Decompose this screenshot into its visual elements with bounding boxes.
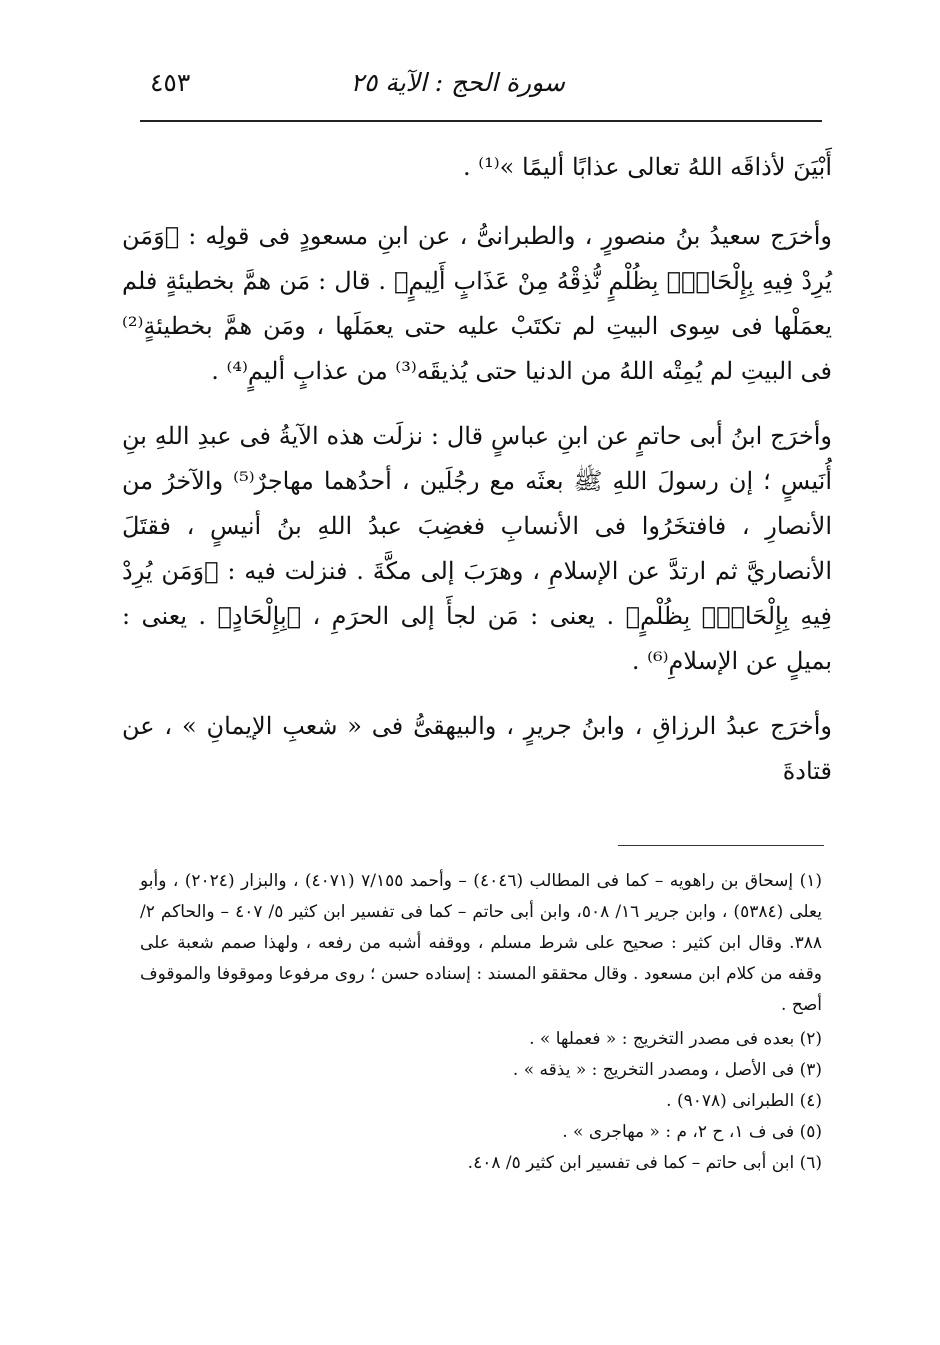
page-header	[140, 62, 820, 112]
footnote-1: (١) إسحاق بن راهويه – كما فى المطالب (٤٠٤٦) – وأحمد ٧/١٥٥ (٤٠٧١) ، والبزار (٢٠٢٤) ، وأبو يعلى (٥٣٨٤) ، وابن جرير ١٦/ ٥٠٨، وابن أبى حاتم – كما فى تفسير ابن كثير ٥/ ٤٠٧ – والحاكم ٢/ ٣٨٨. وقال ابن كثير : صحيح على شرط مسلم ، ووقفه أشبه من رفعه ، ولهذا صمم شعبة على وقفه من كلام ابن مسعود . وقال محققو المسند : إسناده حسن ؛ روى مرفوعا وموقوفا والموقوف أصح .	[140, 871, 822, 1015]
footnotes	[140, 866, 822, 1179]
main-text	[122, 145, 832, 814]
footnote-4: (٤) الطبرانى (٩٠٧٨) .	[666, 1091, 822, 1111]
page-number: ٤٥٣	[150, 68, 191, 97]
footnote-6: (٦) ابن أبى حاتم – كما فى تفسير ابن كثير ٥/ ٤٠٨.	[467, 1153, 822, 1173]
footnote-2: (٢) بعده فى مصدر التخريج : « فعملها » .	[529, 1029, 822, 1049]
footnote-3: (٣) فى الأصل ، ومصدر التخريج : « يذقه » .	[512, 1060, 822, 1080]
running-title: سورة الحج : الآية ٢٥	[350, 68, 565, 97]
paragraph-3: وأخرَج ابنُ أبى حاتمٍ عن ابنِ عباسٍ قال : نزلَت هذه الآيةُ فى عبدِ اللهِ بنِ أُنَيسٍ ؛ إن رسولَ اللهِ ﷺ بعثَه مع رجُلَين ، أحدُهما مهاجرٌ⁽⁵⁾ والآخرُ من الأنصارِ ، فافتخَرُوا فى الأنسابِ فغضِبَ عبدُ اللهِ بنُ أنيسٍ ، فقتَلَ الأنصاريَّ ثم ارتدَّ عن الإسلامِ ، وهرَبَ إلى مكَّةَ . فنزلت فيه : ﴿وَمَن يُرِدْ فِيهِ بِإِلْحَادِۭ بِظُلْمٍ﴾ . يعنى : مَن لجأَ إلى الحرَمِ ، ﴿بِإِلْحَادٍ﴾ . يعنى : بميلٍ عن الإسلامِ⁽⁶⁾ .	[122, 422, 832, 675]
paragraph-1: أَبْيَنَ لأذاقَه اللهُ تعالى عذابًا أليمًا »⁽¹⁾ .	[462, 153, 832, 181]
header-rule	[140, 120, 822, 122]
paragraph-4: وأخرَج عبدُ الرزاقِ ، وابنُ جريرٍ ، والبيهقىُّ فى « شعبِ الإيمانِ » ، عن قتادةَ	[122, 712, 832, 785]
footnote-rule	[618, 845, 824, 846]
footnote-5: (٥) فى ف ١، ح ٢، م : « مهاجرى » .	[562, 1122, 822, 1142]
paragraph-2: وأخرَج سعيدُ بنُ منصورٍ ، والطبرانىُّ ، عن ابنِ مسعودٍ فى قولِه : ﴿وَمَن يُرِدْ فِيهِ بِإِلْحَادِۭ بِظُلْمٍ نُّذِقْهُ مِنْ عَذَابٍ أَلِيمٍ﴾ . قال : مَن همَّ بخطيئةٍ فلم يعمَلْها فى سِوى البيتِ لم تكتَبْ عليه حتى يعمَلَها ، ومَن همَّ بخطيئةٍ⁽²⁾ فى البيتِ لم يُمِتْه اللهُ من الدنيا حتى يُذيقَه⁽³⁾ من عذابٍ أليمٍ⁽⁴⁾ .	[122, 222, 832, 385]
